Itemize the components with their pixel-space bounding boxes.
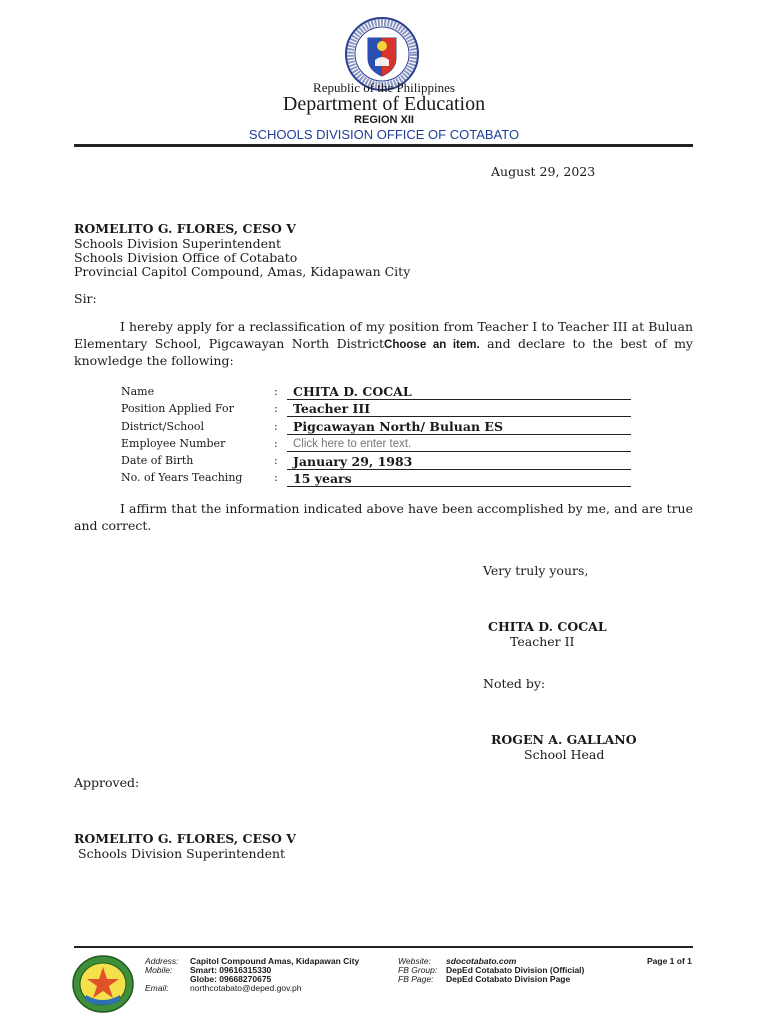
- addressee-position: Schools Division Superintendent: [74, 236, 282, 251]
- label-name: Name: [121, 385, 155, 398]
- division-logo: [72, 955, 134, 1013]
- body-text-part1: I hereby apply for a reclassification of my position from Teacher I to Teacher III at Buluan Elementary School, Pigcawayan North District: [74, 319, 693, 351]
- approved-label: Approved:: [74, 775, 140, 790]
- field-position[interactable]: Teacher III: [287, 401, 631, 417]
- letter-date: August 29, 2023: [491, 164, 596, 179]
- footer-mobile-label: Mobile:: [145, 965, 173, 975]
- field-district-school[interactable]: Pigcawayan North/ Buluan ES: [287, 419, 631, 435]
- footer-fbpage[interactable]: DepEd Cotabato Division Page: [446, 974, 571, 984]
- label-years-teaching: No. of Years Teaching: [121, 471, 243, 484]
- header-divider: [74, 144, 693, 147]
- noted-by: Noted by:: [483, 676, 546, 691]
- addressee-office: Schools Division Office of Cotabato: [74, 250, 298, 265]
- label-date-of-birth: Date of Birth: [121, 454, 194, 467]
- footer-website-label: Website:: [398, 956, 431, 966]
- head-name: ROGEN A. GALLANO: [491, 732, 637, 747]
- footer-divider: [74, 946, 693, 948]
- header-region: REGION XII: [354, 114, 414, 126]
- signatory-name: CHITA D. COCAL: [488, 619, 607, 634]
- header-department: Department of Education: [282, 93, 486, 115]
- colon: :: [274, 471, 278, 484]
- footer-fbgroup-label: FB Group:: [398, 965, 438, 975]
- choose-item-dropdown[interactable]: Choose an item.: [384, 338, 480, 351]
- approver-name: ROMELITO G. FLORES, CESO V: [74, 831, 296, 846]
- colon: :: [274, 437, 278, 450]
- field-years-teaching[interactable]: 15 years: [287, 471, 631, 487]
- footer-address: Capitol Compound Amas, Kidapawan City: [190, 956, 360, 966]
- colon: :: [274, 402, 278, 415]
- field-date-of-birth[interactable]: January 29, 1983: [287, 454, 631, 470]
- addressee-name: ROMELITO G. FLORES, CESO V: [74, 221, 296, 236]
- footer-mobile-smart: Smart: 09616315330: [190, 965, 272, 975]
- closing: Very truly yours,: [483, 563, 589, 578]
- colon: :: [274, 420, 278, 433]
- signatory-title: Teacher II: [510, 634, 575, 649]
- colon: :: [274, 385, 278, 398]
- footer-fbgroup[interactable]: DepEd Cotabato Division (Official): [446, 965, 585, 975]
- footer-email-label: Email:: [145, 983, 169, 993]
- label-employee-number: Employee Number: [121, 437, 226, 450]
- head-title: School Head: [524, 747, 605, 762]
- colon: :: [274, 454, 278, 467]
- header-republic: Republic of the Philippines: [313, 80, 455, 95]
- footer-website[interactable]: sdocotabato.com: [446, 956, 517, 966]
- addressee-address: Provincial Capitol Compound, Amas, Kidapawan City: [74, 264, 411, 279]
- footer-fbpage-label: FB Page:: [398, 974, 434, 984]
- field-employee-number[interactable]: Click here to enter text.: [287, 436, 631, 452]
- footer-mobile-globe: Globe: 09668270675: [190, 974, 272, 984]
- approver-title: Schools Division Superintendent: [78, 846, 286, 861]
- salutation: Sir:: [74, 291, 97, 306]
- footer-address-label: Address:: [145, 956, 179, 966]
- footer-email[interactable]: northcotabato@deped.gov.ph: [190, 983, 302, 993]
- label-district-school: District/School: [121, 420, 205, 433]
- footer-page-number: Page 1 of 1: [647, 956, 692, 966]
- body-text-part2: and declare to the best of my knowledge the following:: [74, 335, 693, 368]
- affirm-paragraph: I affirm that the information indicated above have been accomplished by me, and are true and correct.: [74, 501, 693, 533]
- body-paragraph: [74, 319, 693, 370]
- field-name[interactable]: CHITA D. COCAL: [287, 384, 631, 400]
- label-position: Position Applied For: [121, 402, 234, 415]
- header-office: SCHOOLS DIVISION OFFICE OF COTABATO: [248, 127, 520, 142]
